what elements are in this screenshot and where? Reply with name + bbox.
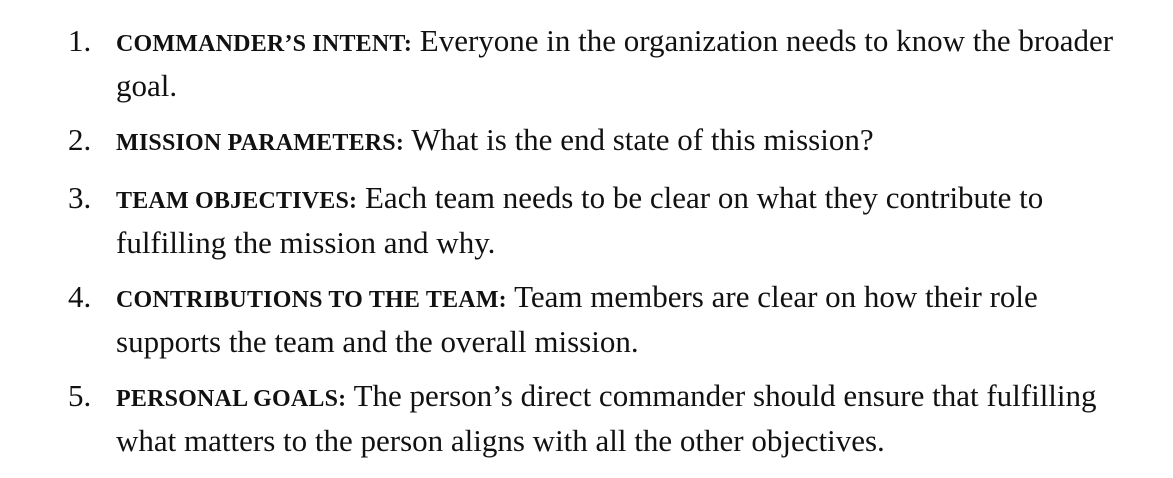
item-term: PERSONAL GOALS: (116, 386, 347, 412)
list-item-commanders-intent (68, 20, 1148, 106)
item-text: The person’s direct commander should ensure that fulfilling what matters to the person aligns with all the other objectives. (116, 378, 1097, 458)
item-number: 1. (68, 23, 92, 58)
item-term: MISSION PARAMETERS: (116, 130, 405, 156)
item-term: TEAM OBJECTIVES: (116, 188, 358, 214)
item-number: 2. (68, 122, 92, 157)
item-text: What is the end state of this mission? (411, 122, 874, 157)
item-text: Everyone in the organization needs to know the broader goal. (116, 23, 1114, 103)
item-term: COMMANDER’S INTENT: (116, 31, 413, 57)
item-text: Team members are clear on how their role supports the team and the overall mission. (116, 279, 1038, 359)
list-item-mission-parameters (68, 119, 1148, 164)
list-item-personal-goals (68, 375, 1148, 461)
item-number: 4. (68, 279, 92, 314)
item-term: CONTRIBUTIONS TO THE TEAM: (116, 287, 507, 313)
list-item-team-objectives (68, 177, 1148, 263)
item-number: 3. (68, 180, 92, 215)
item-number: 5. (68, 378, 92, 413)
numbered-list (68, 20, 1148, 474)
list-item-contributions-to-the-team (68, 276, 1148, 362)
item-text: Each team needs to be clear on what they contribute to fulfilling the mission and why. (116, 180, 1044, 260)
